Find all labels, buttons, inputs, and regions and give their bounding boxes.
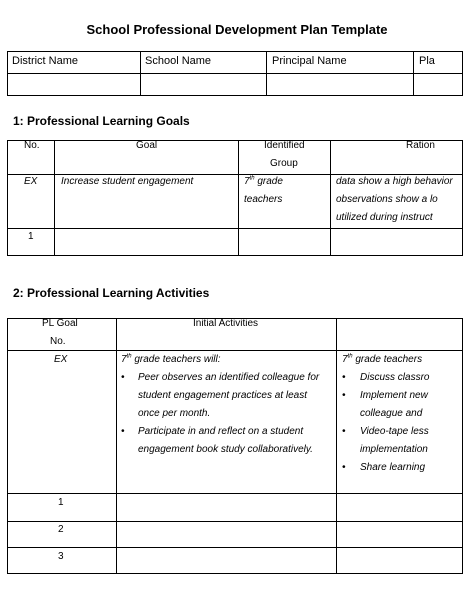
bullet-icon: • (342, 372, 346, 383)
bullet-icon: • (342, 462, 346, 473)
activities-col-initial: Initial Activities (193, 318, 259, 329)
district-name-value[interactable] (8, 74, 141, 96)
bullet-icon: • (121, 426, 125, 437)
activity-item: • Peer observes an identified colleague for student engagement practices at least once per month. (121, 369, 336, 423)
goals-col-group-line1: Identified (264, 140, 305, 151)
activity-ex-right-intro: 7th grade teachers (342, 353, 423, 365)
goal-row-1-no: 1 (28, 231, 34, 242)
section1-heading: 1: Professional Learning Goals (13, 114, 190, 128)
activity-ex-no: EX (54, 354, 68, 365)
goals-col-no: No. (24, 140, 40, 151)
school-name-value[interactable] (141, 74, 267, 96)
activities-col-goal-line2: No. (50, 336, 66, 347)
section2-heading: 2: Professional Learning Activities (13, 286, 210, 300)
principal-name-value[interactable] (267, 74, 414, 96)
plan-text: Pla (419, 55, 435, 67)
activity-row-3-no: 3 (58, 551, 64, 562)
activity-row-2-no: 2 (58, 524, 64, 535)
school-name-text: School Name (145, 55, 212, 67)
goal-ex-group-line2: teachers (244, 194, 283, 205)
activities-col-goal-line1: PL Goal (42, 318, 78, 329)
activity-row-1-no: 1 (58, 497, 64, 508)
goal-ex-text: Increase student engagement (61, 176, 194, 187)
bullet-icon: • (342, 426, 346, 437)
activity-ex-list (121, 369, 336, 459)
bullet-icon: • (121, 372, 125, 383)
principal-name-text: Principal Name (272, 55, 347, 67)
activity-item: • Participate in and reflect on a student engagement book study collaboratively. (121, 423, 336, 459)
goals-col-goal: Goal (136, 140, 158, 151)
district-name-text: District Name (12, 55, 79, 67)
bullet-icon: • (342, 390, 346, 401)
goal-ex-group: 7th grade (244, 175, 283, 187)
goal-ex-no: EX (24, 176, 38, 187)
goals-col-group-line2: Group (270, 158, 298, 169)
plan-value[interactable] (414, 74, 463, 96)
goal-ex-rationale: data show a high behavior observations show a lo utilized during instruct (336, 176, 453, 223)
activity-ex-right-list: • Discuss classro • Implement new colleague and • Video-tape less implementation • Share learning (342, 369, 460, 477)
activity-ex-intro: 7th grade teachers will: (121, 353, 221, 365)
page-title: School Professional Development Plan Template (86, 22, 388, 37)
goals-col-rationale: Ration (406, 140, 435, 151)
